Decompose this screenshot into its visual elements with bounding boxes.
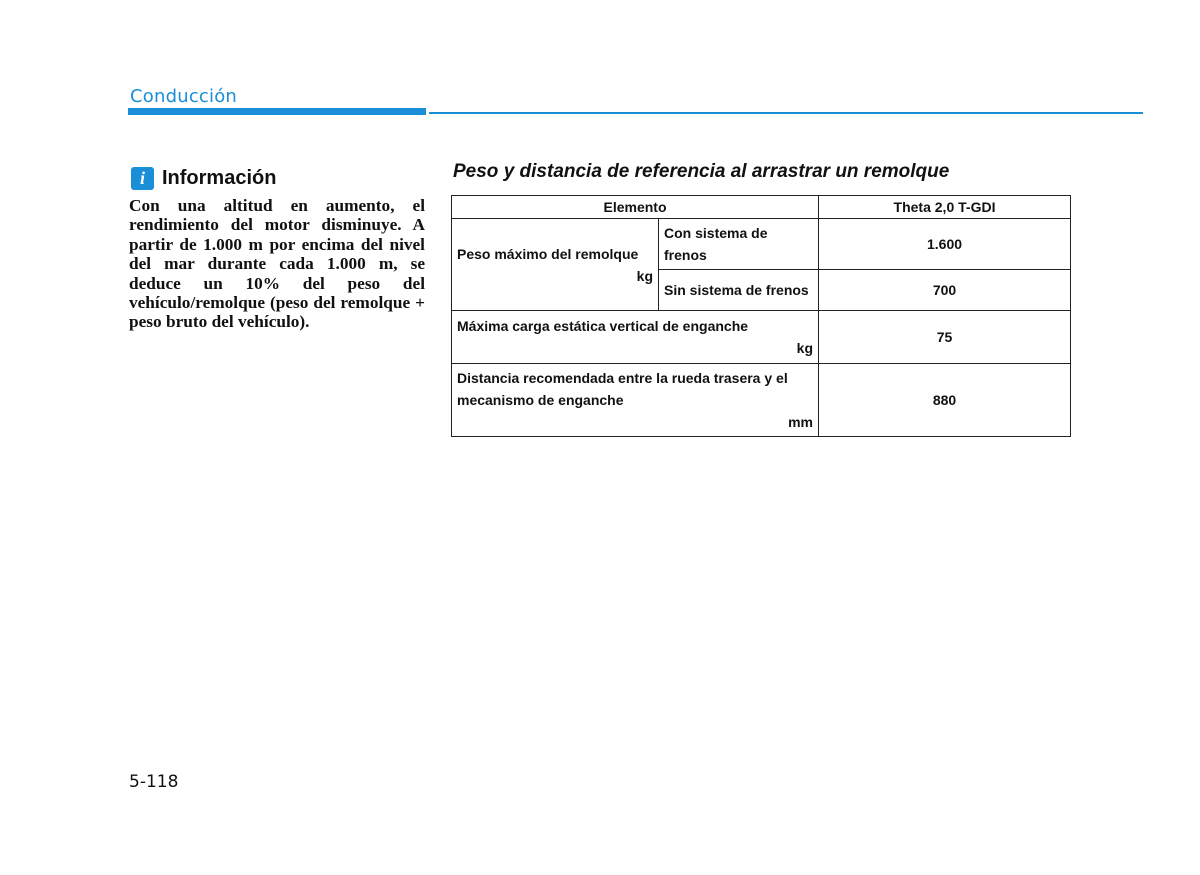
info-heading <box>131 166 276 190</box>
section-title: Peso y distancia de referencia al arrastrar un remolque <box>453 161 950 182</box>
header-rule <box>429 112 1143 114</box>
header-cell-engine: Theta 2,0 T-GDI <box>819 196 1071 219</box>
value-vertical-load: 75 <box>819 311 1071 364</box>
info-icon: i <box>131 167 154 190</box>
header-cell-item: Elemento <box>452 196 819 219</box>
table-row <box>452 311 1071 364</box>
value-without-brakes: 700 <box>819 270 1071 311</box>
table-header-row <box>452 196 1071 219</box>
row-unit: mm <box>788 414 814 430</box>
sub-label-with-brakes: Con sistema de frenos <box>659 219 819 270</box>
section-header-title: Conducción <box>130 86 238 107</box>
row-label-vertical-load <box>452 311 819 364</box>
page-number: 5-118 <box>129 772 179 792</box>
header-accent-bar <box>128 108 426 115</box>
info-heading-label: Información <box>162 166 277 189</box>
row-label-hitch-distance <box>452 364 819 437</box>
row-label-max-trailer-weight <box>452 219 659 311</box>
table-row <box>452 364 1071 437</box>
row-label-text: Peso máximo del remolque <box>457 245 639 262</box>
row-label-text: Máxima carga estática vertical de enganche <box>457 318 749 334</box>
info-body-text: Con una altitud en aumento, el rendimiento del motor disminuye. A partir de 1.000 m por encima del nivel del mar durante cada 1.000 m, se deduce un 10% del peso del vehículo/remolque (peso del remolque + peso bruto del vehículo). <box>129 196 425 332</box>
row-unit: kg <box>636 267 653 284</box>
row-label-text: Distancia recomendada entre la rueda trasera y el mecanismo de enganche <box>457 370 788 408</box>
towing-spec-table <box>451 195 1071 437</box>
row-unit: kg <box>796 340 814 356</box>
value-with-brakes: 1.600 <box>819 219 1071 270</box>
value-hitch-distance: 880 <box>819 364 1071 437</box>
table-row <box>452 219 1071 270</box>
sub-label-without-brakes: Sin sistema de frenos <box>659 270 819 311</box>
